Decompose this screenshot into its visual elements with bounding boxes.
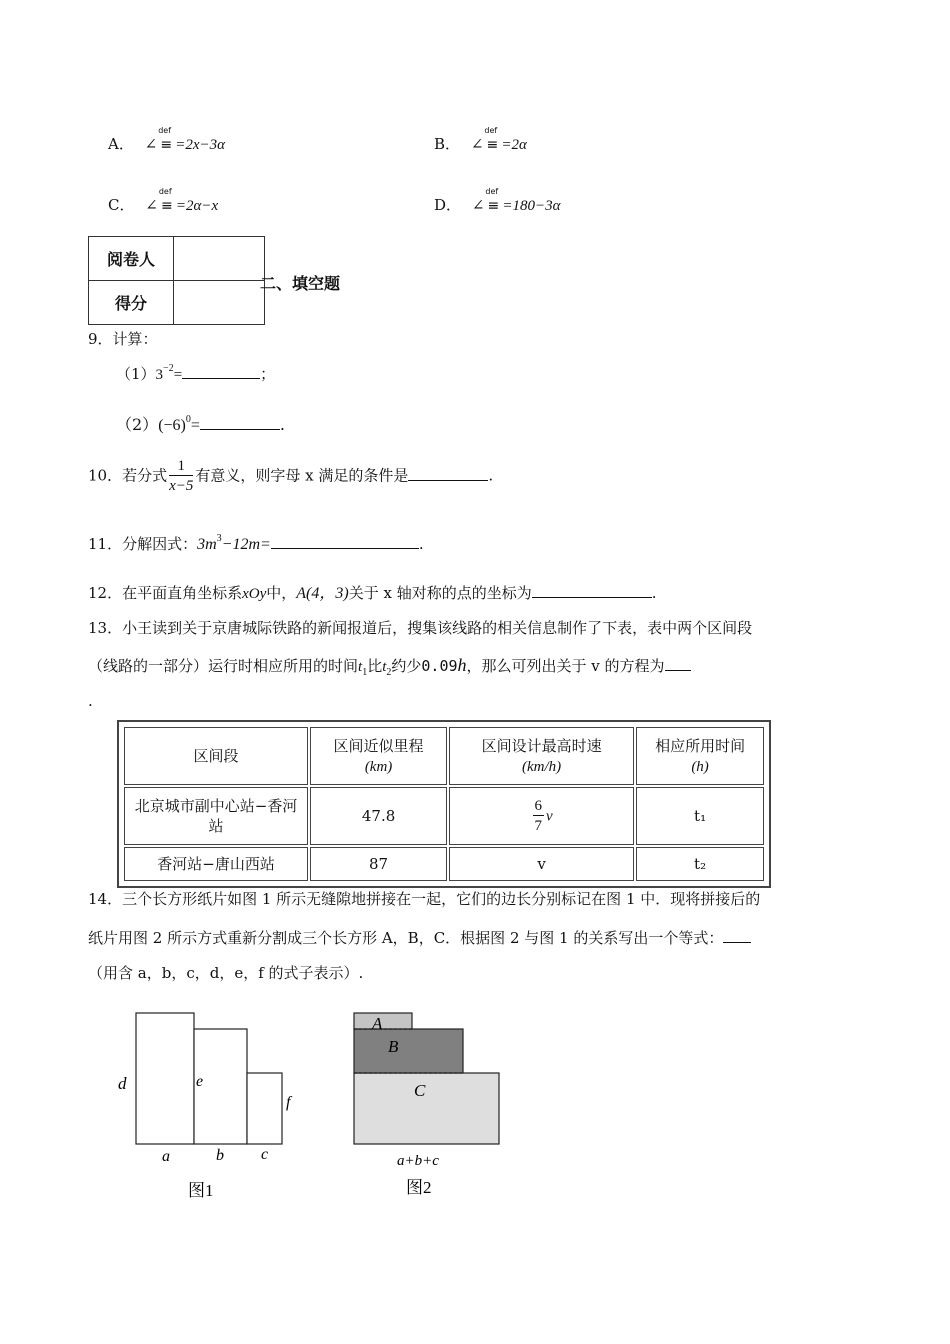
q13-line2-pre: （线路的一部分）运行时相应所用的时间	[88, 657, 359, 675]
exponent: −2	[163, 363, 174, 374]
q14-line2-text: 纸片用图 2 所示方式重新分割成三个长方形 A，B，C．根据图 2 与图 1 的关系写出一个等式：	[88, 929, 724, 947]
unit: h	[457, 655, 467, 675]
expr: 3m	[197, 536, 217, 553]
header-unit: (h)	[691, 758, 709, 775]
header-unit: (km)	[364, 758, 393, 775]
numerator: 1	[169, 457, 193, 476]
q10-pre: 10．若分式	[88, 466, 168, 485]
label-a: a	[162, 1148, 170, 1165]
compare-word: 比	[367, 657, 383, 675]
option-label: A．	[108, 135, 134, 153]
cell-segment: 北京城市副中心站−香河站	[124, 787, 308, 845]
cell-time: t₁	[636, 787, 764, 845]
q10-post: 有意义，则字母 x 满足的条件是	[195, 466, 409, 485]
q14-line3: （用含 a，b，c，d，e，f 的式子表示）.	[88, 964, 364, 982]
cell-segment: 香河站−唐山西站	[124, 847, 308, 881]
q11-pre: 11．分解因式：	[88, 535, 198, 553]
header-text: 区间段	[193, 747, 239, 765]
rect-c-f	[247, 1073, 282, 1144]
grader-label: 阅卷人	[89, 237, 174, 281]
cell-time: t₂	[636, 847, 764, 881]
q13-line1: 13．小王读到关于京唐城际铁路的新闻报道后，搜集该线路的相关信息制作了下表，表中两个区间段	[88, 619, 753, 637]
header-text: 区间近似里程	[333, 736, 424, 755]
rect-a	[354, 1013, 412, 1029]
expr: (−6)	[158, 417, 186, 434]
denominator: x−5	[169, 478, 194, 494]
option-label: C．	[108, 196, 135, 214]
option-label: B．	[434, 135, 461, 153]
figure-1	[136, 1013, 282, 1144]
angle-symbol: ∠	[470, 137, 484, 153]
equals: =	[190, 417, 200, 434]
end-punct: .	[279, 415, 285, 434]
option-expr: =2α	[501, 137, 527, 153]
equals: =	[173, 367, 183, 383]
cell-distance: 47.8	[310, 787, 447, 845]
def-symbol: def ≡	[158, 187, 173, 214]
angle-symbol: ∠	[471, 198, 485, 214]
angle-symbol: ∠	[144, 137, 158, 153]
def-symbol: def ≡	[158, 126, 173, 153]
label-f: f	[286, 1094, 291, 1111]
cell-speed: v	[449, 847, 634, 881]
label-A: A	[372, 1014, 383, 1033]
t2: t	[382, 659, 387, 675]
less-word: 约少	[391, 657, 422, 675]
part-label: （1）	[116, 365, 156, 383]
end-punct: ；	[260, 365, 276, 383]
q13-line3: .	[88, 692, 93, 710]
option-expr: =180−3α	[502, 198, 561, 214]
fig1-caption: 图1	[188, 1181, 214, 1200]
angle-symbol: ∠	[145, 198, 158, 214]
q12-pre: 12．在平面直角坐标系	[88, 584, 243, 602]
denominator: 7	[534, 817, 542, 834]
label-e: e	[196, 1073, 204, 1090]
end-punct: .	[418, 535, 424, 553]
label-d: d	[118, 1074, 127, 1093]
cell-distance: 87	[310, 847, 447, 881]
option-label: D．	[434, 196, 462, 214]
header-unit: (km/h)	[522, 758, 562, 775]
part-label: （2）	[116, 415, 159, 434]
score-label: 得分	[89, 281, 174, 325]
header-text: 区间设计最高时速	[481, 736, 602, 755]
coord-system: xOy	[242, 586, 267, 602]
numerator: 6	[534, 797, 542, 814]
expr2: −12m=	[221, 536, 271, 553]
value: 0.09	[421, 657, 458, 675]
option-expr: =2α−x	[175, 198, 219, 214]
t1-sub: 1	[362, 667, 368, 678]
def-text: def	[158, 126, 172, 135]
label-b: b	[216, 1147, 224, 1164]
option-expr: =2x−3α	[175, 137, 225, 153]
exponent: 0	[185, 414, 191, 425]
base: 3	[155, 367, 164, 383]
label-B: B	[388, 1037, 399, 1056]
end-punct: .	[651, 584, 657, 602]
q12-mid: 中，	[266, 584, 297, 602]
header-text: 相应所用时间	[655, 736, 746, 755]
t1: t	[358, 659, 363, 675]
speed-var: v	[546, 808, 553, 824]
def-text: def	[158, 187, 172, 196]
label-c: c	[261, 1146, 269, 1163]
q14-line1: 14．三个长方形纸片如图 1 所示无缝隙地拼接在一起，它们的边长分别标记在图 1 中．现将拼接后的	[88, 890, 761, 908]
def-symbol: def ≡	[485, 187, 500, 214]
def-text: def	[485, 187, 499, 196]
q12-post: 关于 x 轴对称的点的坐标为	[348, 584, 532, 602]
point: A(4，3)	[296, 585, 349, 602]
label-C: C	[414, 1081, 426, 1100]
label-sum: a+b+c	[397, 1153, 439, 1169]
section-title: 二、填空题	[260, 274, 341, 293]
q13-line2-post: ，那么可列出关于 v 的方程为	[466, 657, 665, 675]
q9-title: 9．计算：	[88, 330, 158, 348]
fig2-caption: 图2	[406, 1178, 432, 1197]
exponent: 3	[216, 533, 222, 544]
t2-sub: 2	[386, 667, 392, 678]
end-punct: .	[488, 466, 494, 485]
def-symbol: def ≡	[484, 126, 499, 153]
rect-c	[354, 1073, 499, 1144]
rect-a-d	[136, 1013, 194, 1144]
rect-b	[354, 1029, 463, 1073]
def-text: def	[484, 126, 498, 135]
